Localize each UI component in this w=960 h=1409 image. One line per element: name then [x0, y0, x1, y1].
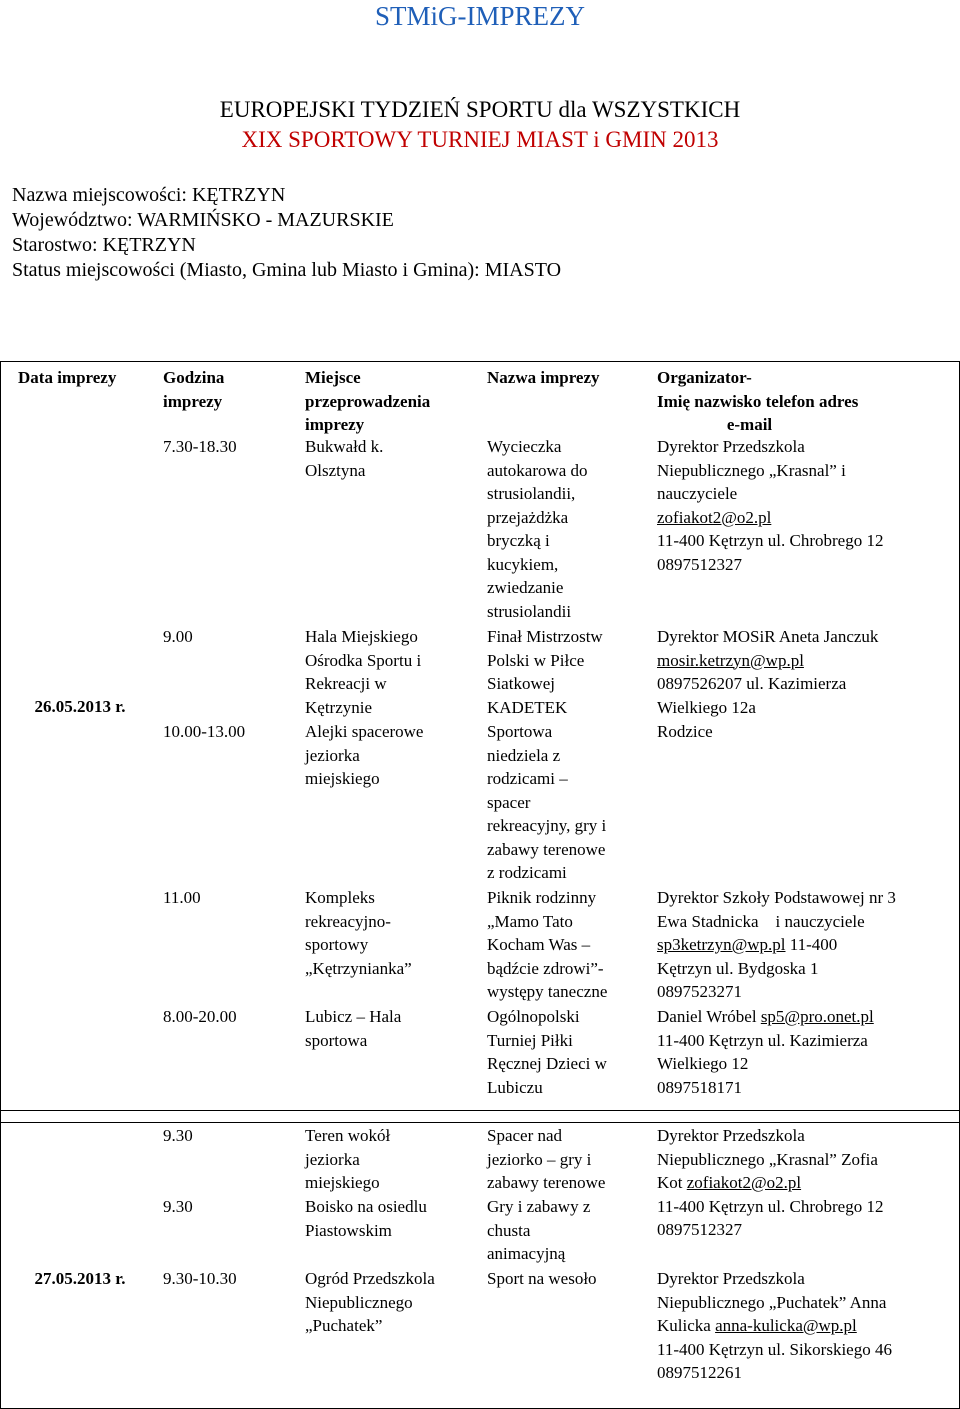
row5-email-link[interactable]: sp5@pro.onet.pl — [760, 1007, 874, 1026]
row6-name: Spacer nad jeziorko – gry i zabawy terenowe — [487, 1126, 606, 1192]
row8-organizer: Dyrektor Przedszkola Niepublicznego „Puchatek” Anna Kulicka anna-kulicka@wp.pl 11-400 Kętrzyn ul. Sikorskiego 46 0897512261 — [657, 1269, 892, 1382]
row1-name: Wycieczka autokarowa do strusiolandii, przejażdżka bryczką i kucykiem, zwiedzanie strusiolandii — [487, 437, 588, 621]
row5-time: 8.00-20.00 — [163, 1007, 237, 1026]
row4-time: 11.00 — [163, 888, 201, 907]
row2-place: Hala Miejskiego Ośrodka Sportu i Rekreacji w Kętrzynie — [305, 627, 422, 717]
row7-time: 9.30 — [163, 1197, 193, 1216]
table-top-border — [0, 361, 960, 362]
day2-date: 27.05.2013 r. — [34, 1269, 126, 1288]
row6-time: 9.30 — [163, 1126, 193, 1145]
row3-time: 10.00-13.00 — [163, 722, 246, 741]
header-date: Data imprezy — [18, 368, 117, 387]
row3-organizer: Rodzice — [657, 722, 713, 741]
row1-organizer: Dyrektor Przedszkola Niepublicznego „Krasnal” i nauczyciele zofiakot2@o2.pl 11-400 Kętrzyn ul. Chrobrego 12 0897512327 — [657, 435, 952, 576]
info-status: Status miejscowości (Miasto, Gmina lub Miasto i Gmina): MIASTO — [12, 259, 562, 281]
table-left-border — [0, 361, 1, 1409]
site-title: STMiG-IMPREZY — [374, 1, 585, 31]
row4-email-link[interactable]: sp3ketrzyn@wp.pl — [657, 935, 786, 954]
event-title: EUROPEJSKI TYDZIEŃ SPORTU dla WSZYSTKICH — [219, 97, 741, 122]
row8-name: Sport na wesoło — [487, 1269, 597, 1288]
row5-name: Ogólnopolski Turniej Piłki Ręcznej Dzieci w Lubiczu — [487, 1007, 607, 1097]
row6-organizer: Dyrektor Przedszkola Niepublicznego „Krasnal” Zofia Kot zofiakot2@o2.pl 11-400 Kętrzyn ul. Chrobrego 12 0897512327 — [657, 1126, 884, 1239]
row2-email-link[interactable]: mosir.ketrzyn@wp.pl — [657, 650, 804, 670]
info-town: Nazwa miejscowości: KĘTRZYN — [12, 184, 286, 206]
row1-place: Bukwałd k. Olsztyna — [305, 437, 384, 480]
row6-place: Teren wokół jeziorka miejskiego — [305, 1126, 391, 1192]
row7-name: Gry i zabawy z chusta animacyjną — [487, 1197, 591, 1263]
row4-organizer: Dyrektor Szkoły Podstawowej nr 3 Ewa Stadnicka i nauczyciele sp3ketrzyn@wp.pl 11-400 Kętrzyn ul. Bydgoska 1 0897523271 — [657, 888, 896, 1001]
table-day-divider — [0, 1110, 960, 1111]
table-day-divider-2 — [0, 1122, 960, 1123]
row1-email-link[interactable]: zofiakot2@o2.pl — [657, 507, 772, 527]
row2-time: 9.00 — [163, 627, 193, 646]
info-voivodeship: Województwo: WARMIŃSKO - MAZURSKIE — [12, 209, 394, 231]
row7-place: Boisko na osiedlu Piastowskim — [305, 1197, 427, 1240]
header-place: Miejsce przeprowadzenia imprezy — [305, 368, 431, 434]
row2-organizer: Dyrektor MOSiR Aneta Janczuk mosir.ketrzyn@wp.pl 0897526207 ul. Kazimierza Wielkiego 12a — [657, 625, 952, 719]
row4-place: Kompleks rekreacyjno- sportowy „Kętrzynianka” — [305, 888, 412, 978]
day1-date: 26.05.2013 r. — [34, 697, 126, 716]
header-organizer: Organizator- Imię nazwisko telefon adres e-mail — [657, 368, 859, 434]
row5-place: Lubicz – Hala sportowa — [305, 1007, 402, 1050]
row3-place: Alejki spacerowe jeziorka miejskiego — [305, 722, 424, 788]
row8-email-link[interactable]: anna-kulicka@wp.pl — [715, 1316, 857, 1335]
row2-name: Finał Mistrzostw Polski w Piłce Siatkowej KADETEK — [487, 627, 603, 717]
event-subtitle: XIX SPORTOWY TURNIEJ MIAST i GMIN 2013 — [241, 127, 719, 152]
row4-name: Piknik rodzinny „Mamo Tato Kocham Was – bądźcie zdrowi”- występy taneczne — [487, 888, 608, 1001]
row6-email-link[interactable]: zofiakot2@o2.pl — [686, 1173, 802, 1192]
row8-place: Ogród Przedszkola Niepublicznego „Puchatek” — [305, 1269, 435, 1335]
row1-time: 7.30-18.30 — [163, 437, 237, 456]
row8-time: 9.30-10.30 — [163, 1269, 237, 1288]
header-name: Nazwa imprezy — [487, 368, 600, 387]
row3-name: Sportowa niedziela z rodzicami – spacer rekreacyjny, gry i zabawy terenowe z rodzicami — [487, 722, 607, 882]
info-county: Starostwo: KĘTRZYN — [12, 234, 196, 256]
header-time: Godzina imprezy — [163, 368, 225, 411]
row5-organizer: Daniel Wróbel sp5@pro.onet.pl 11-400 Kętrzyn ul. Kazimierza Wielkiego 12 0897518171 — [657, 1007, 874, 1097]
